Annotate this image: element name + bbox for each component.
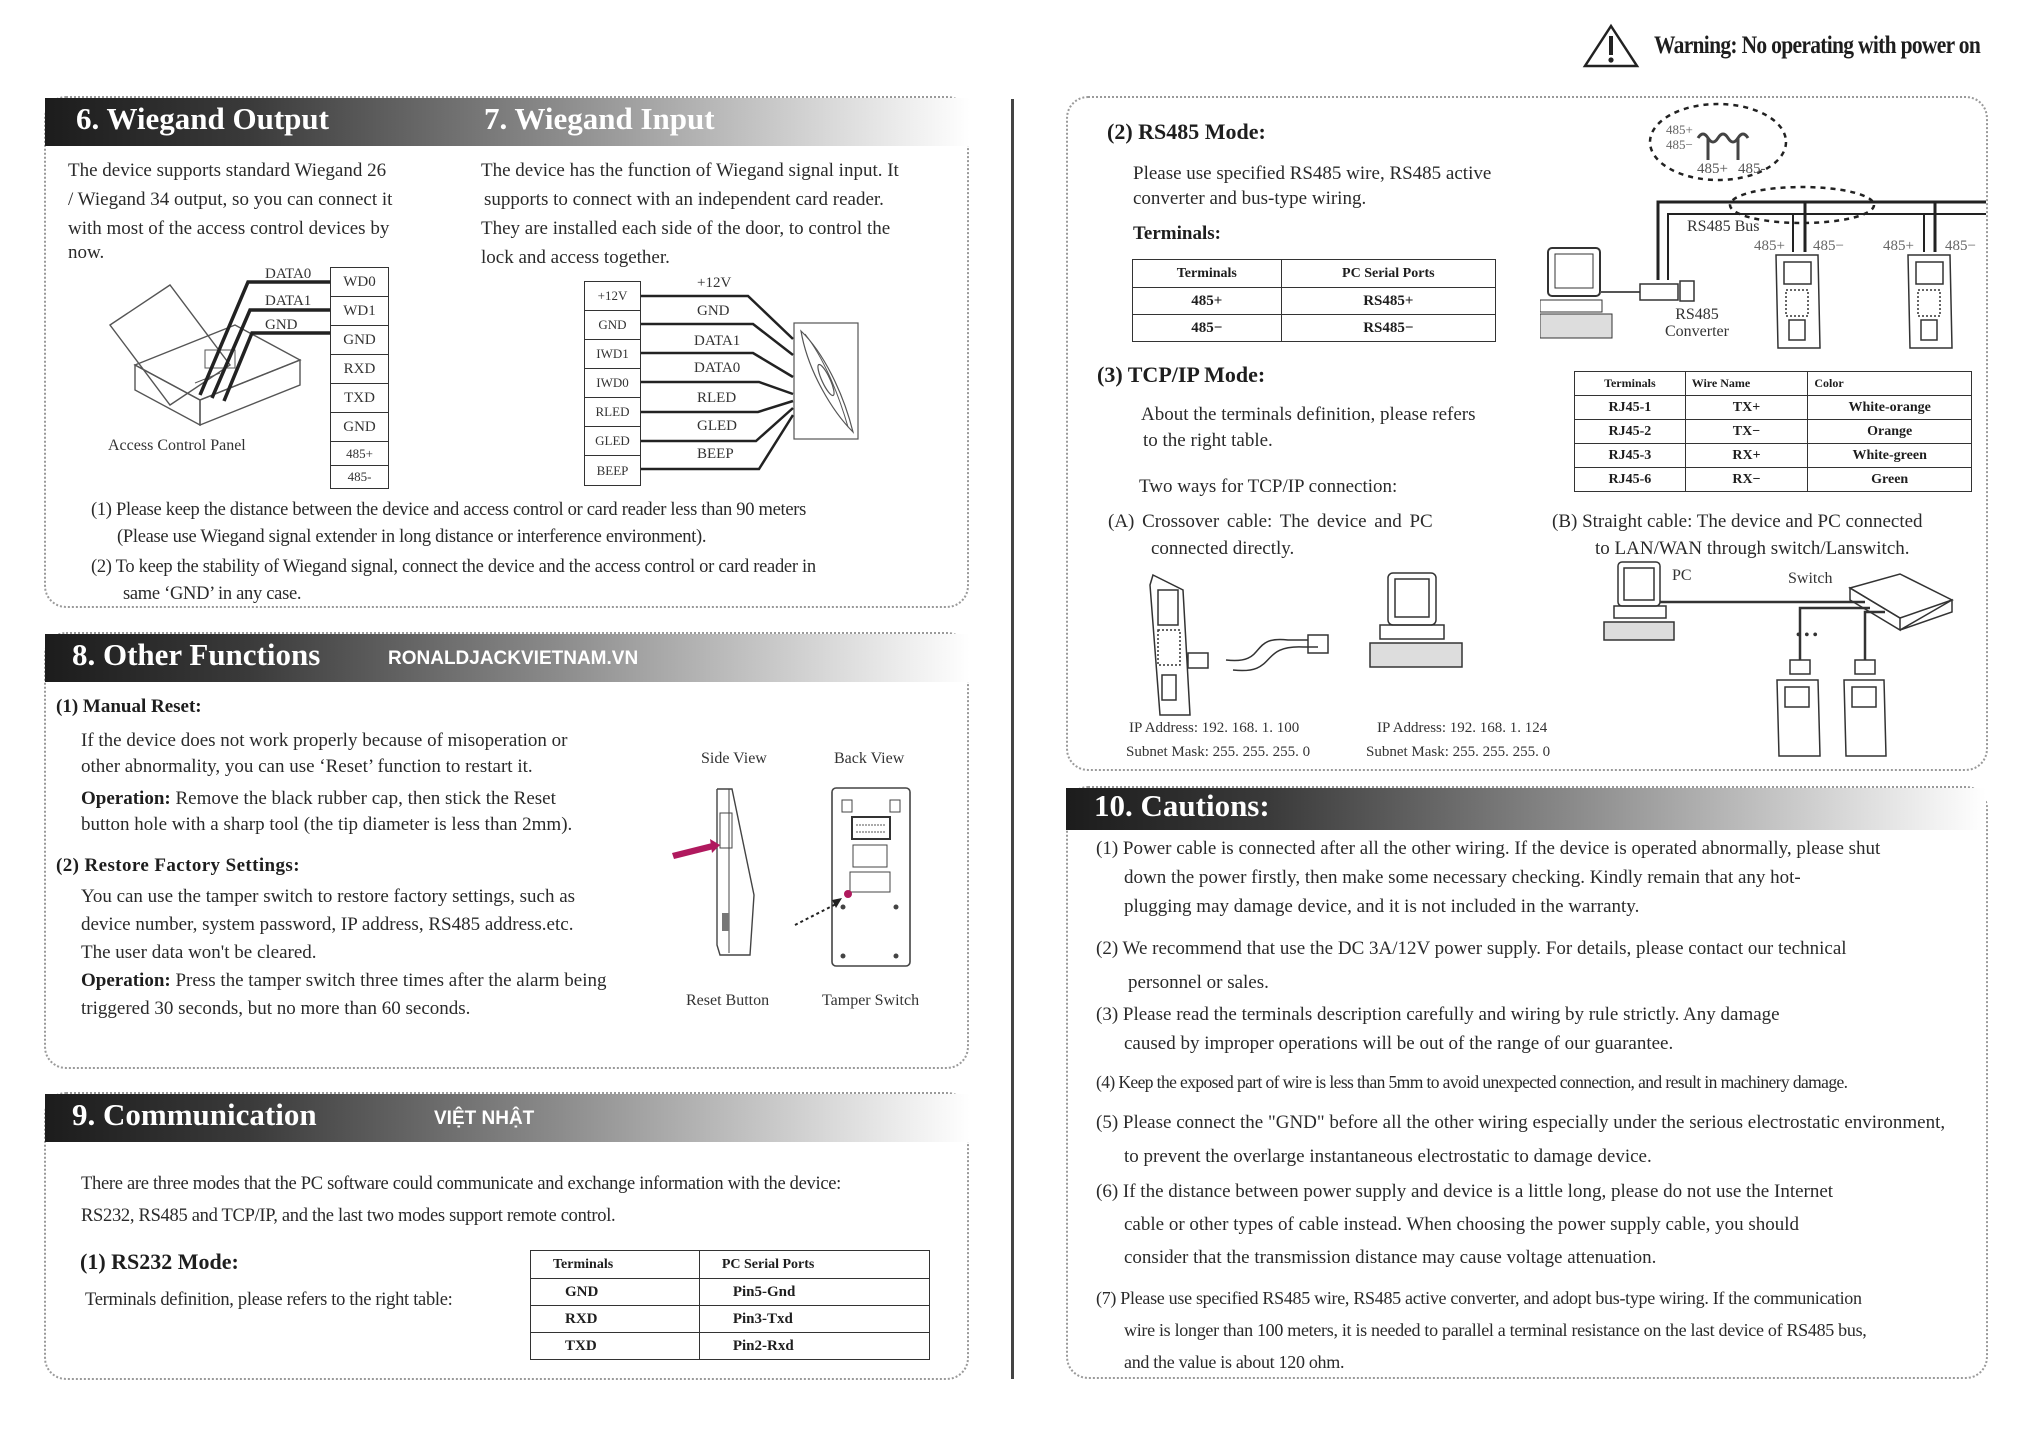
wi-label-12v: +12V xyxy=(697,275,732,291)
wi-label-gled: GLED xyxy=(697,418,737,434)
ip-b-address: IP Address: 192. 168. 1. 124 xyxy=(1377,720,1548,736)
rs485-converter-label: RS485 Converter xyxy=(1665,306,1729,340)
caution-item-1: (1) Power cable is connected after all the other wiring. If the device is operated abnormally, please shut down the power firstly, then make some necessary checking. Kindly remain that any hot- plugging may damage device, and it is not included in the warranty. xyxy=(1096,838,1881,917)
manual-reset-heading: (1) Manual Reset: xyxy=(56,696,202,717)
caution-item-7: (7) Please use specified RS485 wire, RS485 active converter, and adopt bus-type wiring. If the communication wire is longer than 100 meters, it is needed to parallel a terminal resistance on the last device of RS485 bus, and the value is about 120 ohm. xyxy=(1096,1288,1867,1372)
watermark-ronaldjack: RONALDJACKVIETNAM.VN xyxy=(388,648,639,669)
side-view-label: Side View xyxy=(701,750,767,767)
wi-label-beep: BEEP xyxy=(697,446,734,462)
pc-label: PC xyxy=(1672,567,1692,584)
twist-label-485p: 485+ xyxy=(1666,122,1693,137)
rs485-heading: (2) RS485 Mode: xyxy=(1107,119,1266,144)
wiegand-notes: (1) Please keep the distance between the device and access control or card reader less than 90 meters (Please use Wiegand signal extender in long distance or interference environment). (2) To keep the stability of Wiegand signal, connect the device and the access control or card reader in same ‘GND’ in any case. xyxy=(91,500,816,604)
twist-label-485n-bottom: 485- xyxy=(1738,161,1766,177)
wi-label-gnd: GND xyxy=(697,303,730,319)
device-back-view-illustration xyxy=(780,785,940,970)
wi-label-data1: DATA1 xyxy=(694,333,741,349)
tcpip-option-b: (B) Straight cable: The device and PC connected to LAN/WAN through switch/Lanswitch. xyxy=(1552,511,1923,559)
wiegand-input-terminal-block: +12V GND IWD1 IWD0 RLED GLED BEEP xyxy=(584,281,641,486)
rs485-bus-diagram xyxy=(1540,180,1986,355)
rs485-desc: Please use specified RS485 wire, RS485 active converter and bus-type wiring. xyxy=(1133,163,1492,209)
pin-label-485p-2: 485+ xyxy=(1883,238,1914,254)
warning-text: Warning: No operating with power on xyxy=(1654,32,1981,59)
rs232-desc: Terminals definition, please refers to the right table: xyxy=(85,1290,453,1310)
wiegand-output-wires xyxy=(180,270,340,410)
wire-label-data0: DATA0 xyxy=(265,266,312,282)
rs485-table: Terminals PC Serial Ports 485+ RS485+ 485− RS485− xyxy=(1132,259,1496,342)
wi-label-rled: RLED xyxy=(697,390,737,406)
section7-body: The device has the function of Wiegand signal input. It supports to connect with an independent card reader. They are installed each side of the door, to control the lock and access together. xyxy=(481,160,899,268)
caution-item-4: (4) Keep the exposed part of wire is less than 5mm to avoid unexpected connection, and result in machinery damage. xyxy=(1096,1072,1848,1092)
watermark-viet-nhat: VIỆT NHẬT xyxy=(434,1108,535,1129)
caution-item-5: (5) Please connect the "GND" before all the other wiring especially under the serious electrostatic environment, to prevent the overlarge instantaneous electrostatic to damage device. xyxy=(1096,1112,1946,1167)
section7-title: 7. Wiegand Input xyxy=(484,101,715,136)
caution-item-3: (3) Please read the terminals description carefully and wiring by rule strictly. Any damage caused by improper operations will be out of the range of our guarantee. xyxy=(1096,1004,1780,1054)
ip-b-subnet: Subnet Mask: 255. 255. 255. 0 xyxy=(1366,744,1551,760)
card-reader-icon xyxy=(793,322,859,440)
wi-label-data0: DATA0 xyxy=(694,360,741,376)
pin-label-485n-1: 485− xyxy=(1813,238,1844,254)
ip-a-subnet: Subnet Mask: 255. 255. 255. 0 xyxy=(1126,744,1311,760)
section8-title: 8. Other Functions xyxy=(72,637,321,672)
section9-title: 9. Communication xyxy=(72,1097,317,1132)
caution-item-6: (6) If the distance between power supply and device is a little long, please do not use the Internet cable or other types of cable instead. When choosing the power supply cable, you should consider that the transmission distance may cause voltage attenuation. xyxy=(1096,1181,1834,1268)
restore-factory-body: You can use the tamper switch to restore factory settings, such as device number, system password, IP address, RS485 address.etc. The user data won't be cleared. Operation: Press the tamper switch three times after the alarm being triggered 30 seconds, but no more than 60 seconds. xyxy=(81,886,607,1019)
tcpip-terminal-table: Terminals Wire Name Color RJ45-1 TX+ White-orange RJ45-2 TX− Orange RJ45-3 RX+ White-green RJ45-6 RX− Green xyxy=(1574,371,1972,492)
section10-title: 10. Cautions: xyxy=(1094,788,1270,823)
straight-cable-diagram xyxy=(1600,560,1960,760)
more-devices-ellipsis: • • • xyxy=(1796,628,1818,643)
section6-body: The device supports standard Wiegand 26 / Wiegand 34 output, so you can connect it with most of the access control devices by now. xyxy=(68,160,393,263)
access-control-panel-label: Access Control Panel xyxy=(108,437,246,454)
pin-label-485n-2: 485− xyxy=(1945,238,1976,254)
back-view-label: Back View xyxy=(834,750,905,767)
caution-item-2: (2) We recommend that use the DC 3A/12V power supply. For details, please contact our technical personnel or sales. xyxy=(1096,938,1847,993)
tamper-switch-label: Tamper Switch xyxy=(822,992,920,1009)
rs232-heading: (1) RS232 Mode: xyxy=(80,1249,239,1274)
rs232-table: Terminals PC Serial Ports GND Pin5-Gnd RXD Pin3-Txd TXD Pin2-Rxd xyxy=(530,1250,930,1360)
reset-button-label: Reset Button xyxy=(686,992,770,1009)
ip-a-address: IP Address: 192. 168. 1. 100 xyxy=(1129,720,1300,736)
twist-label-485n: 485− xyxy=(1666,137,1693,152)
rs485-terminals-label: Terminals: xyxy=(1133,223,1221,244)
wire-label-data1: DATA1 xyxy=(265,293,312,309)
wire-label-gnd: GND xyxy=(265,317,298,333)
twist-label-485p-bottom: 485+ xyxy=(1697,161,1728,177)
tcpip-heading: (3) TCP/IP Mode: xyxy=(1097,362,1266,387)
section6-title: 6. Wiegand Output xyxy=(76,101,329,136)
device-side-view-illustration xyxy=(672,785,762,970)
warning-triangle-icon xyxy=(1582,23,1640,69)
communication-intro: There are three modes that the PC software could communicate and exchange information with the device: RS232, RS485 and TCP/IP, and the last two modes support remote control. xyxy=(81,1174,841,1226)
tcpip-desc: About the terminals definition, please refers to the right table. xyxy=(1141,404,1476,451)
restore-factory-heading: (2) Restore Factory Settings: xyxy=(56,855,300,876)
pin-label-485p-1: 485+ xyxy=(1754,238,1785,254)
manual-reset-body: If the device does not work properly because of misoperation or other abnormality, you can use ‘Reset’ function to restart it. Operation: Remove the black rubber cap, then stick the Reset button hole with a sharp tool (the tip diameter is less than 2mm). xyxy=(81,730,573,835)
rs485-bus-label: RS485 Bus xyxy=(1687,218,1760,235)
switch-label: Switch xyxy=(1788,570,1833,587)
tcpip-ways: Two ways for TCP/IP connection: xyxy=(1139,476,1398,497)
page-divider xyxy=(1011,99,1014,1379)
warning-banner xyxy=(1582,22,2024,70)
wiegand-output-terminal-block: WD0 WD1 GND RXD TXD GND 485+ 485- xyxy=(330,267,389,489)
crossover-cable-diagram xyxy=(1128,565,1528,725)
tcpip-option-a: (A) Crossover cable: The device and PC connected directly. xyxy=(1108,511,1433,559)
